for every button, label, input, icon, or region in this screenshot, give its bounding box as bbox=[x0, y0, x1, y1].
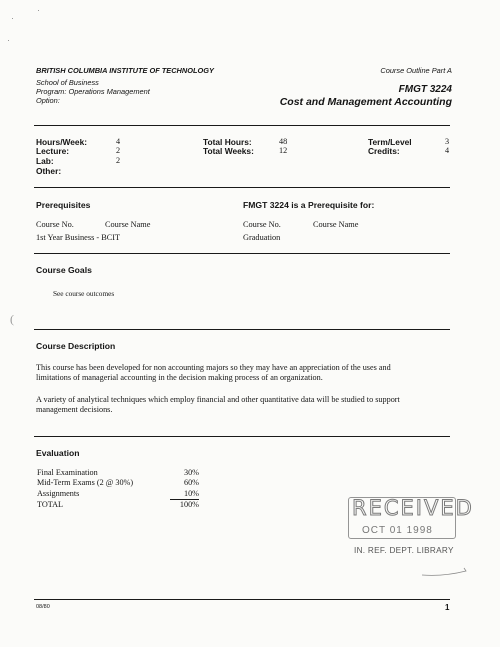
term-value: 3 bbox=[445, 137, 450, 146]
scan-speck bbox=[38, 10, 39, 11]
description-para-1: This course has been developed for non accounting majors so they may have an appreciation of the uses and limitations of managerial accounting in the decision making process of an organization. bbox=[36, 363, 391, 383]
divider bbox=[34, 253, 450, 254]
divider bbox=[34, 125, 450, 126]
eval-label: Assignments bbox=[37, 489, 80, 498]
total-hours-value: 48 bbox=[279, 137, 288, 146]
total-weeks-value: 12 bbox=[279, 146, 288, 155]
lecture-value: 2 bbox=[116, 146, 121, 155]
outline-label: Course Outline Part A bbox=[380, 66, 452, 75]
stamp-received-word: RECEIVED bbox=[352, 496, 474, 520]
divider bbox=[34, 187, 450, 188]
eval-value: 100% bbox=[179, 500, 199, 509]
scan-mark: ( bbox=[10, 312, 14, 326]
eval-row bbox=[37, 468, 199, 478]
goals-text: See course outcomes bbox=[53, 289, 115, 298]
divider bbox=[34, 329, 450, 330]
other-label: Other: bbox=[36, 166, 62, 176]
col-course-no-right: Course No. bbox=[243, 220, 281, 229]
credits-label: Credits: bbox=[368, 146, 400, 156]
hours-week-label: Hours/Week: bbox=[36, 137, 88, 147]
term-label: Term/Level bbox=[368, 137, 412, 147]
goals-title: Course Goals bbox=[36, 265, 92, 275]
scan-speck bbox=[8, 40, 9, 41]
description-para-2: A variety of analytical techniques which employ financial and other quantitative data will be studied to support management decisions. bbox=[36, 395, 400, 415]
divider bbox=[34, 436, 450, 437]
school-name: School of Business bbox=[36, 78, 99, 87]
eval-label: Final Examination bbox=[37, 468, 98, 477]
col-course-name-left: Course Name bbox=[105, 220, 151, 229]
total-hours-label: Total Hours: bbox=[203, 137, 252, 147]
page-number: 1 bbox=[445, 603, 450, 612]
eval-row bbox=[37, 489, 199, 499]
col-course-name-right: Course Name bbox=[313, 220, 359, 229]
course-title: Cost and Management Accounting bbox=[279, 96, 452, 108]
description-title: Course Description bbox=[36, 341, 116, 351]
divider bbox=[34, 599, 450, 600]
hours-week-value: 4 bbox=[116, 137, 121, 146]
credits-value: 4 bbox=[445, 146, 450, 155]
course-code: FMGT 3224 bbox=[398, 84, 452, 95]
eval-value: 10% bbox=[183, 489, 199, 498]
evaluation-title: Evaluation bbox=[36, 448, 80, 458]
total-weeks-label: Total Weeks: bbox=[203, 146, 254, 156]
institute-name: BRITISH COLUMBIA INSTITUTE OF TECHNOLOGY bbox=[36, 66, 214, 75]
stamp-date: OCT 01 1998 bbox=[362, 525, 433, 536]
stamp-scribble bbox=[420, 566, 470, 578]
lab-label: Lab: bbox=[36, 156, 54, 166]
prereq-for-title: FMGT 3224 is a Prerequisite for: bbox=[243, 200, 375, 210]
eval-row bbox=[37, 478, 199, 488]
option-label: Option: bbox=[36, 96, 60, 105]
lab-value: 2 bbox=[116, 156, 121, 165]
prerequisites-title: Prerequisites bbox=[36, 200, 91, 210]
eval-value: 60% bbox=[183, 478, 199, 487]
eval-value: 30% bbox=[183, 468, 199, 477]
lecture-label: Lecture: bbox=[36, 146, 70, 156]
eval-row bbox=[37, 500, 199, 510]
col-course-no-left: Course No. bbox=[36, 220, 74, 229]
form-code: 08/80 bbox=[36, 604, 50, 610]
prereq-for-row: Graduation bbox=[243, 233, 281, 242]
eval-label: Mid-Term Exams (2 @ 30%) bbox=[37, 478, 134, 487]
prereq-row: 1st Year Business - BCIT bbox=[36, 233, 121, 242]
scan-speck bbox=[12, 18, 13, 19]
program-name: Program: Operations Management bbox=[36, 87, 150, 96]
stamp-library: IN. REF. DEPT. LIBRARY bbox=[354, 546, 454, 555]
eval-label: TOTAL bbox=[37, 500, 64, 509]
